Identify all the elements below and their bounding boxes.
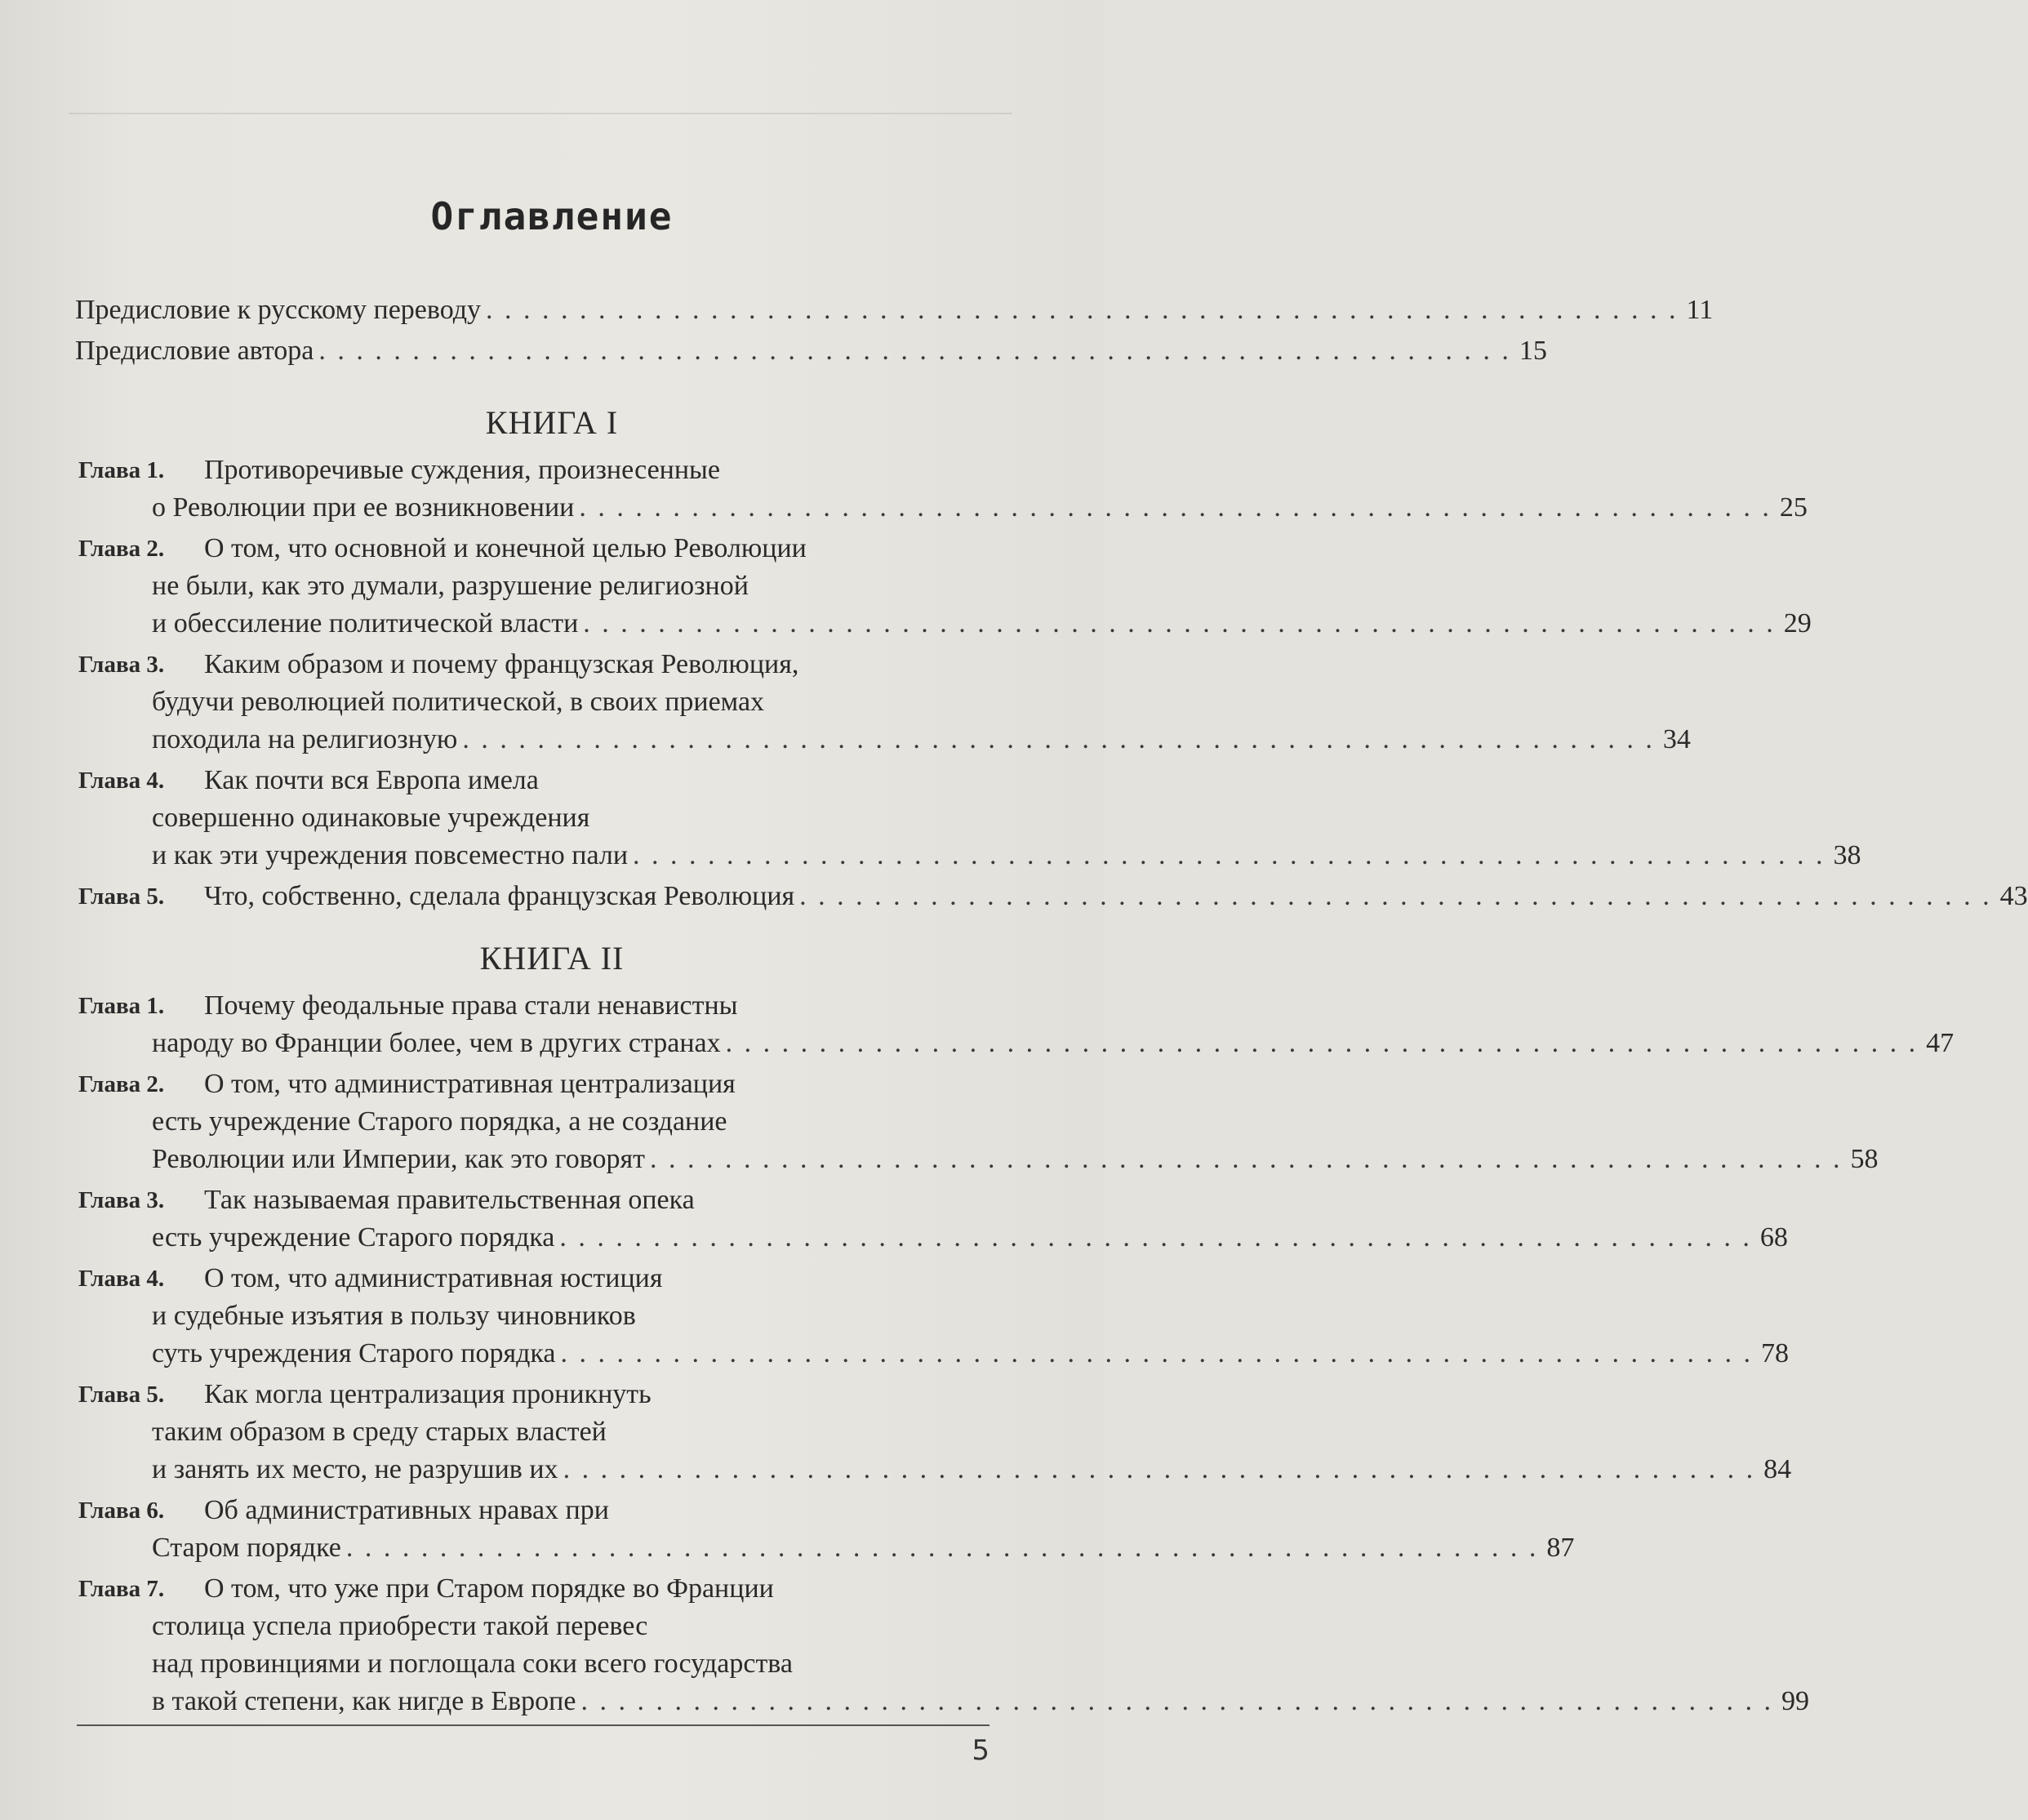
toc-entry-text: О том, что административная юстиция	[204, 1263, 663, 1293]
toc-entry-text: Почему феодальные права стали ненавистны	[204, 990, 738, 1021]
dot-leader: . . . . . . . . . . . . . . . . . . . . . . . . . . . . . . . . . . . . . . . . . . . . . . . . . . . . . . . . . . . . . . . .	[462, 724, 1655, 754]
toc-entry-text: и занять их место, не разрушив их	[152, 1454, 558, 1484]
toc-entry-row[interactable]	[75, 292, 1714, 328]
toc-line	[0, 838, 1861, 874]
toc-entry-text: походила на религиозную	[152, 724, 458, 754]
toc-page-number: 38	[1833, 840, 1861, 870]
toc-line	[0, 531, 1104, 567]
toc-line	[0, 1646, 1104, 1682]
toc-line	[0, 1261, 1104, 1297]
toc-page-number: 68	[1759, 1222, 1788, 1253]
toc-entry-text: О том, что административная централизация	[204, 1069, 736, 1099]
book-heading: КНИГА I	[485, 404, 619, 441]
toc-entry-text: О том, что уже при Старом порядке во Франции	[204, 1573, 774, 1604]
toc-entry-row[interactable]	[152, 606, 1812, 642]
toc-line	[0, 568, 1104, 604]
toc-line	[0, 1066, 1104, 1102]
toc-entry-text: О том, что основной и конечной целью Революции	[204, 533, 807, 563]
toc-line	[0, 1530, 1575, 1566]
book-heading: КНИГА II	[479, 940, 625, 977]
toc-line	[0, 1336, 1790, 1372]
toc-line	[0, 606, 1812, 642]
toc-entry-row[interactable]	[75, 333, 1547, 369]
toc-entry-row[interactable]	[152, 1026, 1955, 1061]
toc-line	[0, 647, 1104, 683]
toc-line	[0, 1298, 1104, 1334]
toc-entry-row[interactable]	[152, 490, 1808, 526]
toc-entry-text: Что, собственно, сделала французская Революция	[204, 881, 795, 911]
toc-page-number: 87	[1546, 1533, 1575, 1563]
toc-entry-row[interactable]	[152, 1684, 1809, 1720]
toc-line	[0, 452, 1104, 488]
dot-leader: . . . . . . . . . . . . . . . . . . . . . . . . . . . . . . . . . . . . . . . . . . . . . . . . . . . . . . . . . . . . . . . .	[583, 608, 1776, 639]
toc-entry-text: и обессиление политической власти	[152, 608, 579, 639]
toc-entry-text: и как эти учреждения повсеместно пали	[152, 840, 629, 870]
toc-page-number: 34	[1662, 724, 1691, 754]
toc-line	[0, 1609, 1104, 1644]
toc-page-number: 58	[1850, 1144, 1879, 1174]
page-number: 5	[972, 1734, 990, 1767]
toc-line	[0, 1414, 1104, 1450]
toc-entry-text: о Революции при ее возникновении	[152, 492, 575, 523]
toc-entry-text: народу во Франции более, чем в других странах	[152, 1028, 721, 1058]
bottom-rule	[77, 1724, 990, 1726]
chapter-label: Глава 1.	[78, 457, 165, 483]
toc-line	[0, 1104, 1104, 1140]
toc-entry-text: Как почти вся Европа имела	[204, 765, 539, 795]
chapter-label: Глава 2.	[78, 536, 165, 562]
chapter-label: Глава 2.	[78, 1071, 165, 1097]
toc-entry-text: Каким образом и почему французская Революция,	[204, 649, 799, 679]
dot-leader: . . . . . . . . . . . . . . . . . . . . . . . . . . . . . . . . . . . . . . . . . . . . . . . . . . . . . . . . . . . . . . . .	[579, 492, 1772, 523]
dot-leader: . . . . . . . . . . . . . . . . . . . . . . . . . . . . . . . . . . . . . . . . . . . . . . . . . . . . . . . . . . . . . . . .	[633, 840, 1826, 870]
toc-line	[0, 292, 1714, 328]
dot-leader: . . . . . . . . . . . . . . . . . . . . . . . . . . . . . . . . . . . . . . . . . . . . . . . . . . . . . . . . . . . . . . . .	[345, 1533, 1539, 1563]
toc-page-number: 99	[1781, 1686, 1809, 1716]
chapter-label: Глава 1.	[78, 993, 165, 1019]
toc-page-number: 47	[1926, 1028, 1955, 1058]
toc-page-number: 29	[1783, 608, 1812, 639]
toc-page-number: 43	[1999, 881, 2028, 911]
toc-entry-row[interactable]	[152, 1141, 1879, 1177]
toc-entry-text: и судебные изъятия в пользу чиновников	[152, 1301, 636, 1331]
toc-line	[0, 333, 1547, 369]
toc-line	[0, 800, 1104, 836]
toc-entry-text: Предисловие к русскому переводу	[75, 295, 482, 325]
chapter-label: Глава 5.	[78, 1382, 165, 1408]
chapter-label: Глава 7.	[78, 1576, 165, 1602]
toc-page-number: 15	[1519, 336, 1547, 366]
toc-line	[0, 684, 1104, 720]
toc-entry-text: Об административных нравах при	[204, 1495, 609, 1525]
toc-entry-text: Революции или Империи, как это говорят	[152, 1144, 646, 1174]
dot-leader: . . . . . . . . . . . . . . . . . . . . . . . . . . . . . . . . . . . . . . . . . . . . . . . . . . . . . . . . . . . . . . . .	[318, 336, 1511, 366]
toc-line	[0, 1026, 1955, 1061]
toc-line	[0, 490, 1808, 526]
dot-leader: . . . . . . . . . . . . . . . . . . . . . . . . . . . . . . . . . . . . . . . . . . . . . . . . . . . . . . . . . . . . . . . .	[799, 881, 1992, 911]
page-title: Оглавление	[430, 194, 674, 238]
toc-entry-text: Так называемая правительственная опека	[204, 1185, 695, 1215]
toc-line	[0, 1493, 1104, 1529]
toc-line	[0, 988, 1104, 1024]
toc-entry-text: Как могла централизация проникнуть	[204, 1379, 652, 1409]
toc-line	[0, 763, 1104, 799]
toc-entry-row[interactable]	[152, 1336, 1790, 1372]
toc-entry-text: таким образом в среду старых властей	[152, 1417, 607, 1447]
toc-line	[0, 722, 1691, 758]
toc-entry-row[interactable]	[152, 722, 1691, 758]
toc-page-number: 84	[1763, 1454, 1792, 1484]
dot-leader: . . . . . . . . . . . . . . . . . . . . . . . . . . . . . . . . . . . . . . . . . . . . . . . . . . . . . . . . . . . . . . . .	[725, 1028, 1919, 1058]
toc-entry-row[interactable]	[152, 1530, 1575, 1566]
toc-entry-text: есть учреждение Старого порядка	[152, 1222, 555, 1253]
toc-entry-text: над провинциями и поглощала соки всего государства	[152, 1649, 794, 1679]
toc-line	[0, 1571, 1104, 1607]
dot-leader: . . . . . . . . . . . . . . . . . . . . . . . . . . . . . . . . . . . . . . . . . . . . . . . . . . . . . . . . . . . . . . . .	[650, 1144, 1843, 1174]
toc-page-number: 78	[1761, 1338, 1790, 1368]
dot-leader: . . . . . . . . . . . . . . . . . . . . . . . . . . . . . . . . . . . . . . . . . . . . . . . . . . . . . . . . . . . . . . . .	[580, 1686, 1773, 1716]
toc-line	[0, 1377, 1104, 1413]
chapter-label: Глава 5.	[78, 883, 165, 910]
toc-entry-row[interactable]	[152, 1220, 1788, 1256]
toc-entry-row[interactable]	[152, 1452, 1792, 1488]
dot-leader: . . . . . . . . . . . . . . . . . . . . . . . . . . . . . . . . . . . . . . . . . . . . . . . . . . . . . . . . . . . . . . . .	[563, 1454, 1756, 1484]
toc-line	[0, 1220, 1788, 1256]
toc-line	[0, 1182, 1104, 1218]
toc-entry-text: не были, как это думали, разрушение религиозной	[152, 571, 749, 601]
chapter-label: Глава 3.	[78, 1187, 165, 1213]
toc-line	[0, 879, 2028, 914]
toc-page-number: 25	[1779, 492, 1808, 523]
toc-entry-text: Противоречивые суждения, произнесенные	[204, 455, 720, 485]
chapter-label: Глава 4.	[78, 1266, 165, 1292]
chapter-label: Глава 6.	[78, 1497, 165, 1524]
toc-entry-text: суть учреждения Старого порядка	[152, 1338, 556, 1368]
dot-leader: . . . . . . . . . . . . . . . . . . . . . . . . . . . . . . . . . . . . . . . . . . . . . . . . . . . . . . . . . . . . . . . .	[486, 295, 1679, 325]
toc-entry-text: совершенно одинаковые учреждения	[152, 803, 590, 833]
chapter-label: Глава 3.	[78, 652, 165, 678]
toc-entry-text: Старом порядке	[152, 1533, 341, 1563]
top-rule	[69, 113, 1012, 114]
toc-entry-text: будучи революцией политической, в своих приемах	[152, 687, 765, 717]
toc-entry-text: Предисловие автора	[75, 336, 314, 366]
chapter-label: Глава 4.	[78, 768, 165, 794]
toc-line	[0, 1141, 1879, 1177]
dot-leader: . . . . . . . . . . . . . . . . . . . . . . . . . . . . . . . . . . . . . . . . . . . . . . . . . . . . . . . . . . . . . . . .	[560, 1338, 1754, 1368]
toc-page-number: 11	[1686, 295, 1714, 325]
toc-entry-text: столица успела приобрести такой перевес	[152, 1611, 648, 1641]
toc-entry-text: есть учреждение Старого порядка, а не создание	[152, 1106, 727, 1137]
toc-entry-row[interactable]	[152, 838, 1861, 874]
toc-entry-row[interactable]	[204, 879, 2028, 914]
toc-line	[0, 1452, 1792, 1488]
toc-entry-text: в такой степени, как нигде в Европе	[152, 1686, 576, 1716]
toc-line	[0, 1684, 1809, 1720]
dot-leader: . . . . . . . . . . . . . . . . . . . . . . . . . . . . . . . . . . . . . . . . . . . . . . . . . . . . . . . . . . . . . . . .	[559, 1222, 1752, 1253]
